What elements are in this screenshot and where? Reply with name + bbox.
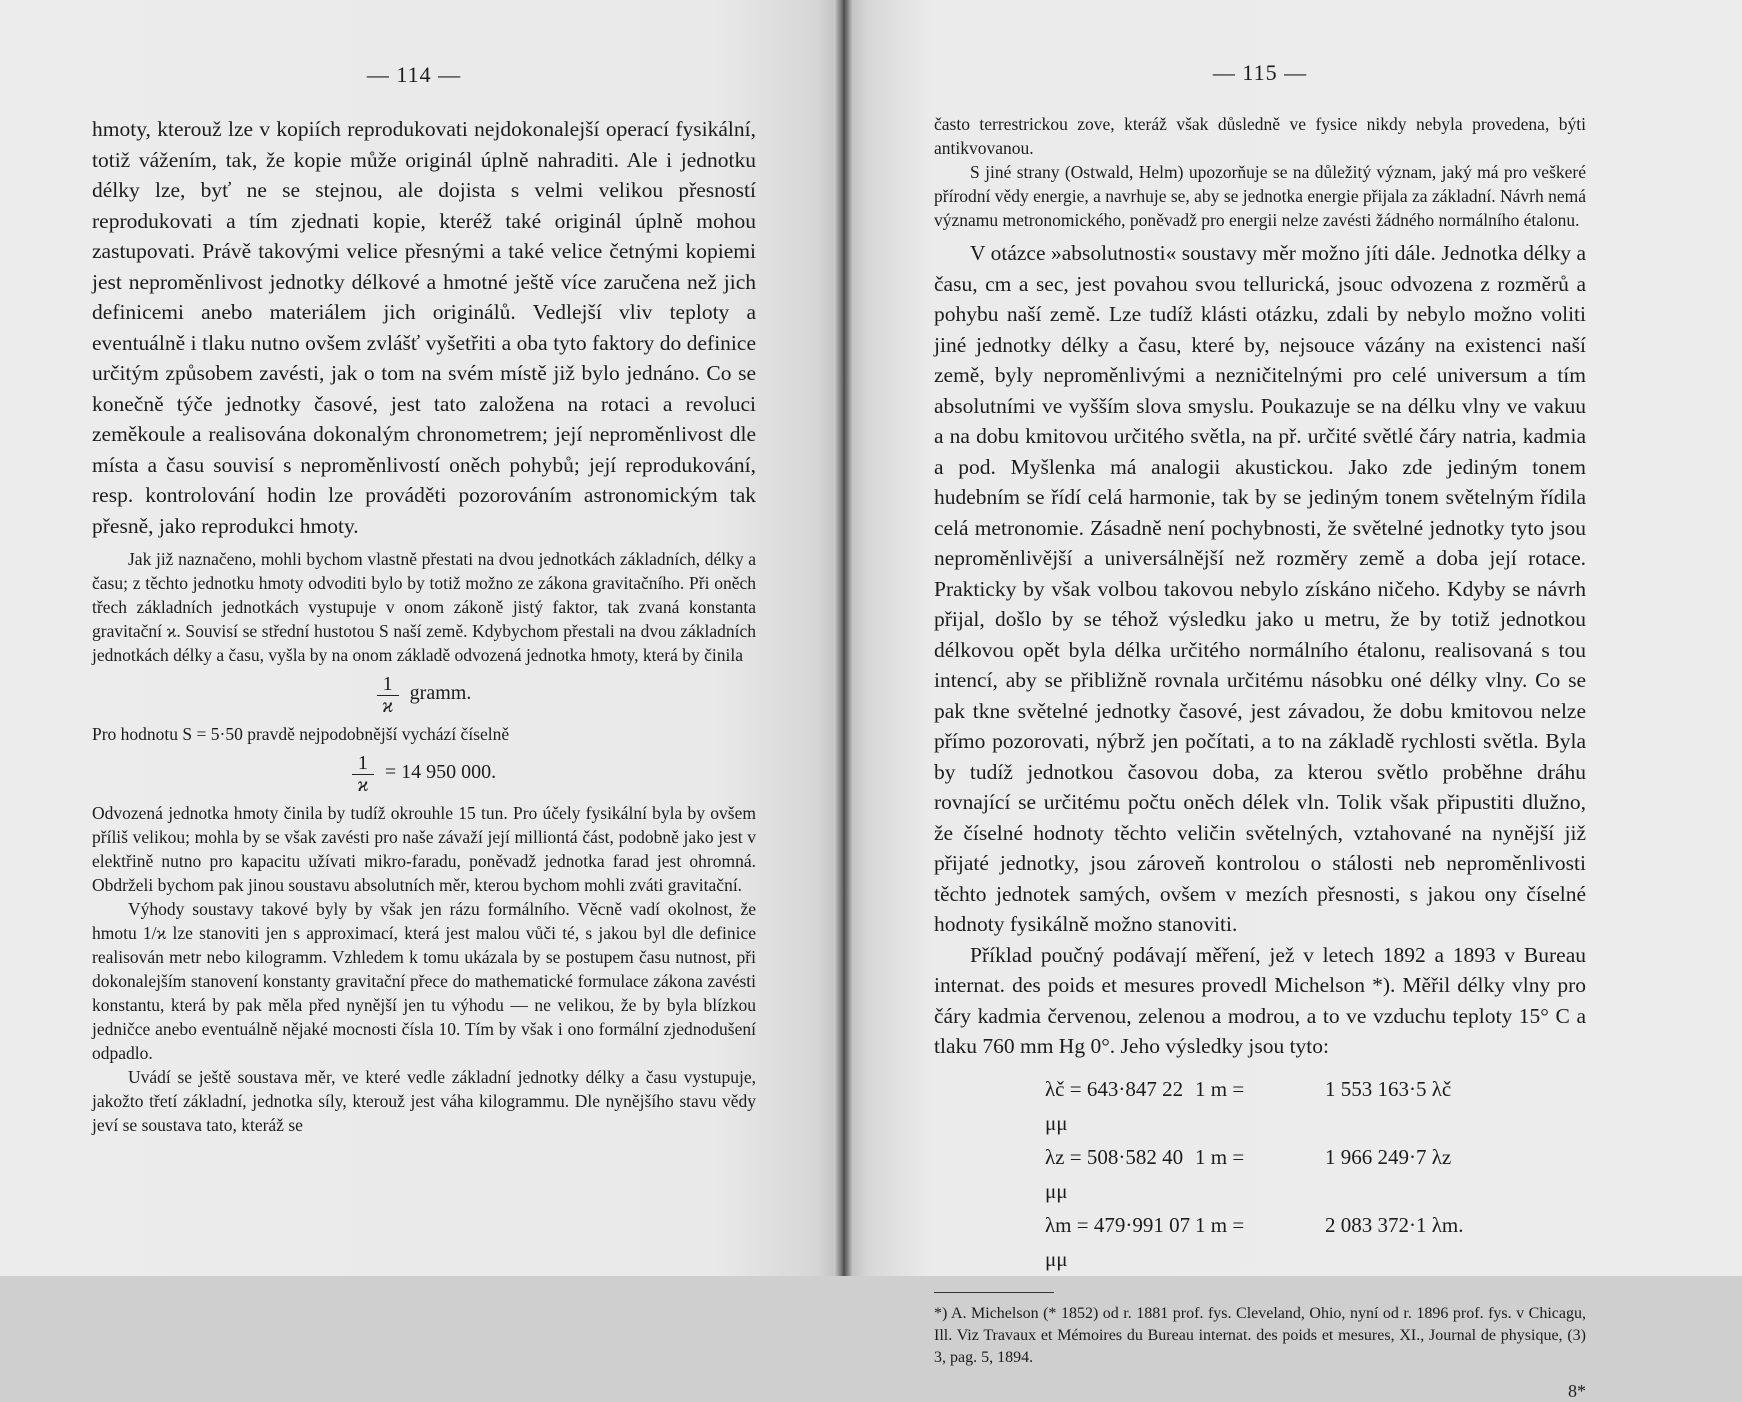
- paragraph: Jak již naznačeno, mohli bychom vlastně přestati na dvou jednotkách základních, délky a času; z těchto jednotku hmoty odvoditi bylo by totiž možno ze zákona gravitačního. Při oněch třech základních jednotkách vystupuje v onom zákoně jistý faktor, tak zvaná konstanta gravitační ϰ. Souvisí se střední hustotou S naší země. Kdybychom přestali na dvou základních jednotkách délky a času, vyšla by na onom základě odvozená jednotka hmoty, která by činila: [92, 549, 756, 665]
- meter-blue: 2 083 372·1 λm.: [1325, 1212, 1464, 1237]
- paragraph: S jiné strany (Ostwald, Helm) upozorňuje se na důležitý význam, jaký má pro veškeré přírodní vědy energie, a navrhuje se, aby se jednotka energie přijala za základní. Návrh nemá významu metronomického, poněvadž pro energii nelze zavésti žádného normálního étalonu.: [934, 162, 1586, 230]
- paragraph: hmoty, kterouž lze v kopiích reprodukovati nejdokonalejší operací fysikální, totiž vážením, tak, že kopie může originál úplně nahraditi. Ale i jednotku délky lze, byť ne se stejnou, ale dojista s velmi velikou přesností reprodukovati a tím zjednati kopie, kteréž také originál úplně mohou zastupovati. Právě takovými velice přesnými a také velice četnými kopiemi jest neproměnlivost jednotky délkové a hmotné ještě více zaručena než jich definicemi anebo materiálem jich originálů. Vedlejší vliv teploty a eventuálně i tlaku nutno ovšem zvlášť vyšetřiti a oba tyto faktory do definice určitým způsobem zavésti, jak o tom na svém místě již bylo jednáno. Co se konečně týče jednotky časové, jest tato založena na rotaci a revoluci zeměkoule a realisována dokonalým chronometrem; její neproměnlivost dle místa a času souvisí s neproměnlivostí oněch pohybů; její reprodukování, resp. kontrolování hodin lze prováděti pozorováním astronomickým tak přesně, jako reprodukci hmoty.: [92, 117, 756, 538]
- fraction: [352, 752, 374, 795]
- paragraph: V otázce »absolutnosti« soustavy měr možno jíti dále. Jednotka délky a času, cm a sec, jest povahou svou tellurická, jsouc odvozena z rozměrů a pohybu naší země. Lze tudíž klásti otázku, zdali by nebylo možno voliti jiné jednotky délky a času, které by, nejsouce vázány na existenci naší země, byly neproměnlivými a nezničitelnými pro celé universum a tím absolutními ve vyšším slova smyslu. Poukazuje se na délku vlny ve vakuu a na dobu kmitovou určitého světla, na př. určité světlé čáry natria, kadmia a pod. Myšlenka má analogii akustickou. Jako zde jediným tonem hudebním se řídí celá harmonie, tak by se jediným tonem světelným řídila celá metronomie. Zásadně není pochybnosti, že světelné jednotky tyto jsou neproměnlivější a universálnější než rozměry země a doba její rotace. Prakticky by však volbou takovou nebylo získáno ničeho. Kdyby se návrh přijal, došlo by se téhož výsledku jako u metru, že by totiž jednotkou délkovou opět byla délka určitého normálního étalonu, realisovaná s tou intencí, aby se přibližně rovnala určitému násobku oné délky vlny. Co se pak tkne světelné jednotky časové, jest závadou, že dobu kmitovou nelze přímo pozorovati, nýbrž jen počítati, a to na základě rychlosti světla. Byla by tudíž jednotkou časovou doba, za kterou světlo proběhne dráhu rovnající se určitému počtu oněch délek vln. Tolik však připustiti dlužno, že číselné hodnoty těchto veličin světelných, vztahované na nynější již přijaté jednotky, jsou zároveň kontrolou o stálosti neb neproměnlivosti těchto jednotek samých, ovšem v mezích přesnosti, s jakou ony číselné hodnoty fysikálně možno stanoviti.: [934, 241, 1586, 936]
- meter-eq: 1 m =: [1195, 1212, 1245, 1237]
- paragraph: Příklad poučný podávají měření, jež v letech 1892 a 1893 v Bureau internat. des poids et mesures provedl Michelson *). Měřil délky vlny pro čáry kadmia červenou, zelenou a modrou, a to ve vzduchu teploty 15° C a tlaku 760 mm Hg 0°. Jeho výsledky jsou tyto:: [934, 942, 1586, 1058]
- wavelength-table: [964, 1072, 1586, 1276]
- meter-green: 1 966 249·7 λz: [1325, 1144, 1452, 1169]
- formula-unit: gramm.: [409, 682, 472, 705]
- fraction-denominator: ϰ: [382, 695, 394, 717]
- footnote-rule: [934, 1292, 1054, 1293]
- fraction-denominator: ϰ: [357, 774, 369, 796]
- formula: [92, 752, 756, 795]
- paragraph: Pro hodnotu S = 5·50 pravdě nejpodobnější vychází číselně: [92, 724, 510, 744]
- paragraph: často terrestrickou zove, kteráž však důsledně ve fysice nikdy nebyla provedena, býti antikvovanou.: [934, 114, 1586, 158]
- meter-eq: 1 m =: [1195, 1076, 1245, 1101]
- wavelength-blue: λm = 479·991 07 μμ: [1045, 1212, 1191, 1271]
- footnote: *) A. Michelson (* 1852) od r. 1881 prof. fys. Cleveland, Ohio, nyní od r. 1896 prof. fys. v Chicagu, Ill. Viz Travaux et Mémoires du Bureau internat. des poids et mesures, XI., Journal de physique, (3) 3, pag. 5, 1894.: [934, 1304, 1586, 1366]
- paragraph: Výhody soustavy takové byly by však jen rázu formálního. Věcně vadí okolnost, že hmotu 1/ϰ lze stanoviti jen s approximací, která jest malou vůči té, s jakou byl dle definice realisován metr nebo kilogramm. Vzhledem k tomu ukázala by se postupem času nutnost, při dokonalejším stanovení konstanty gravitační přece do mathematické formulace zákona zavésti konstantu, která by pak měla před nynější jen tu výhodu — ne velikou, že by byla blízkou jedničce anebo eventuálně nějaké mocnosti čísla 10. Tím by však i ono formální zjednodušení odpadlo.: [92, 899, 756, 1063]
- signature-mark: 8*: [1568, 1380, 1586, 1401]
- left-page: [0, 0, 842, 1276]
- page-number: — 115 —: [1212, 60, 1308, 85]
- fraction: [377, 673, 399, 716]
- book-gutter: [834, 0, 852, 1276]
- fraction-numerator: 1: [352, 752, 374, 775]
- page-number: — 114 —: [366, 62, 462, 87]
- fraction-numerator: 1: [377, 673, 399, 696]
- paragraph: Odvozená jednotka hmoty činila by tudíž okrouhle 15 tun. Pro účely fysikální byla by ovšem příliš velikou; mohla by se však zavésti pro naše závaží její milliontá část, podobně jako jest v elektřině nutno pro kapacitu užívati mikro-faradu, poněvadž jednotka farad jest ohromná. Obdrželi bychom pak jinou soustavu absolutních měr, kterou bychom mohli zváti gravitační.: [92, 803, 756, 895]
- wavelength-green: λz = 508·582 40 μμ: [1045, 1144, 1184, 1203]
- formula: [92, 673, 756, 716]
- paragraph: Uvádí se ještě soustava měr, ve které vedle základní jednotky délky a času vystupuje, jakožto třetí základní, jednotka síly, kterouž jest váha kilogrammu. Dle nynějšího stavu vědy jeví se soustava tato, kteráž se: [92, 1067, 756, 1135]
- meter-red: 1 553 163·5 λč: [1325, 1076, 1452, 1101]
- wavelength-red: λč = 643·847 22 μμ: [1045, 1076, 1184, 1135]
- meter-eq: 1 m =: [1195, 1144, 1245, 1169]
- right-page: [842, 0, 1742, 1401]
- formula-value: = 14 950 000.: [384, 761, 497, 784]
